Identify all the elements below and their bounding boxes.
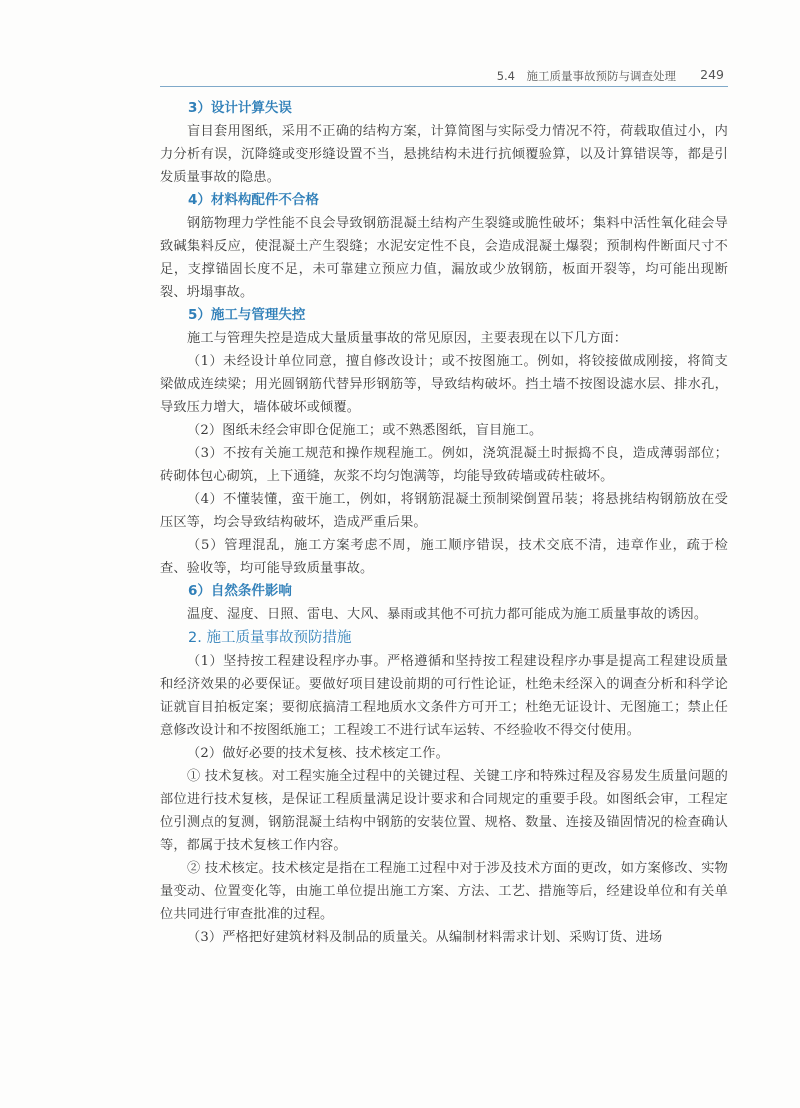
paragraph: （5）管理混乱，施工方案考虑不周，施工顺序错误，技术交底不清，违章作业，疏于检查、验收等，均可能导致质量事故。 [160, 538, 728, 576]
subheading-unqualified-materials: 4）材料构配件不合格 [188, 192, 319, 208]
paragraph: 钢筋物理力学性能不良会导致钢筋混凝土结构产生裂缝或脆性破坏；集料中活性氧化硅会导致碱集料反应，使混凝土产生裂缝；水泥安定性不良，会造成混凝土爆裂；预制构件断面尺寸不足，支撑锚固长度不足，未可靠建立预应力值，漏放或少放钢筋，板面开裂等，均可能出现断裂、坍塌事故。 [160, 216, 728, 300]
running-header [160, 66, 728, 87]
paragraph: ① 技术复核。对工程实施全过程中的关键过程、关键工序和特殊过程及容易发生质量问题的部位进行技术复核，是保证工程质量满足设计要求和合同规定的重要手段。如图纸会审，工程定位引测点的复测，钢筋混凝土结构中钢筋的安装位置、规格、数量、连接及锚固情况的检查确认等，都属于技术复核工作内容。 [160, 769, 728, 853]
paragraph: （1）未经设计单位同意，擅自修改设计；或不按图施工。例如，将铰接做成刚接，将简支梁做成连续梁；用光圆钢筋代替异形钢筋等，导致结构破坏。挡土墙不按图设滤水层、排水孔，导致压力增大，墙体破坏或倾覆。 [160, 354, 728, 415]
paragraph: 盲目套用图纸，采用不正确的结构方案，计算简图与实际受力情况不符，荷载取值过小，内力分析有误，沉降缝或变形缝设置不当，悬挑结构未进行抗倾覆验算，以及计算错误等，都是引发质量事故的隐患。 [160, 124, 728, 185]
paragraph: （1）坚持按工程建设程序办事。严格遵循和坚持按工程建设程序办事是提高工程建设质量和经济效果的必要保证。要做好项目建设前期的可行性论证，杜绝未经深入的调查分析和科学论证就盲目拍板定案；要彻底搞清工程地质水文条件方可开工；杜绝无证设计、无图施工；禁止任意修改设计和不按图纸施工；工程竣工不进行试车运转、不经验收不得交付使用。 [160, 654, 728, 738]
paragraph: （3）严格把好建筑材料及制品的质量关。从编制材料需求计划、采购订货、进场 [187, 930, 663, 945]
subheading-natural-conditions: 6）自然条件影响 [188, 583, 292, 599]
page-body [160, 97, 728, 949]
paragraph: （2）做好必要的技术复核、技术核定工作。 [187, 746, 449, 761]
paragraph: （4）不懂装懂，蛮干施工，例如，将钢筋混凝土预制梁倒置吊装；将悬挑结构钢筋放在受压区等，均会导致结构破坏，造成严重后果。 [160, 492, 728, 530]
page-number: 249 [700, 67, 724, 82]
section-heading-prevention-measures: 2. 施工质量事故预防措施 [188, 630, 352, 646]
subheading-design-calculation-error: 3）设计计算失误 [188, 100, 292, 116]
paragraph: ② 技术核定。技术核定是指在工程施工过程中对于涉及技术方面的更改，如方案修改、实物量变动、位置变化等，由施工单位提出施工方案、方法、工艺、措施等后，经建设单位和有关单位共同进行审查批准的过程。 [160, 861, 728, 922]
paragraph: （3）不按有关施工规范和操作规程施工。例如，浇筑混凝土时振捣不良，造成薄弱部位；砖砌体包心砌筑，上下通缝，灰浆不均匀饱满等，均能导致砖墙或砖柱破坏。 [160, 446, 728, 484]
paragraph: 施工与管理失控是造成大量质量事故的常见原因，主要表现在以下几方面： [187, 331, 628, 346]
subheading-construction-management-out-of-control: 5）施工与管理失控 [188, 307, 306, 323]
header-section-title: 5.4 施工质量事故预防与调查处理 [496, 69, 676, 83]
paragraph: （2）图纸未经会审即仓促施工；或不熟悉图纸，盲目施工。 [187, 423, 543, 438]
paragraph: 温度、湿度、日照、雷电、大风、暴雨或其他不可抗力都可能成为施工质量事故的诱因。 [187, 607, 708, 622]
